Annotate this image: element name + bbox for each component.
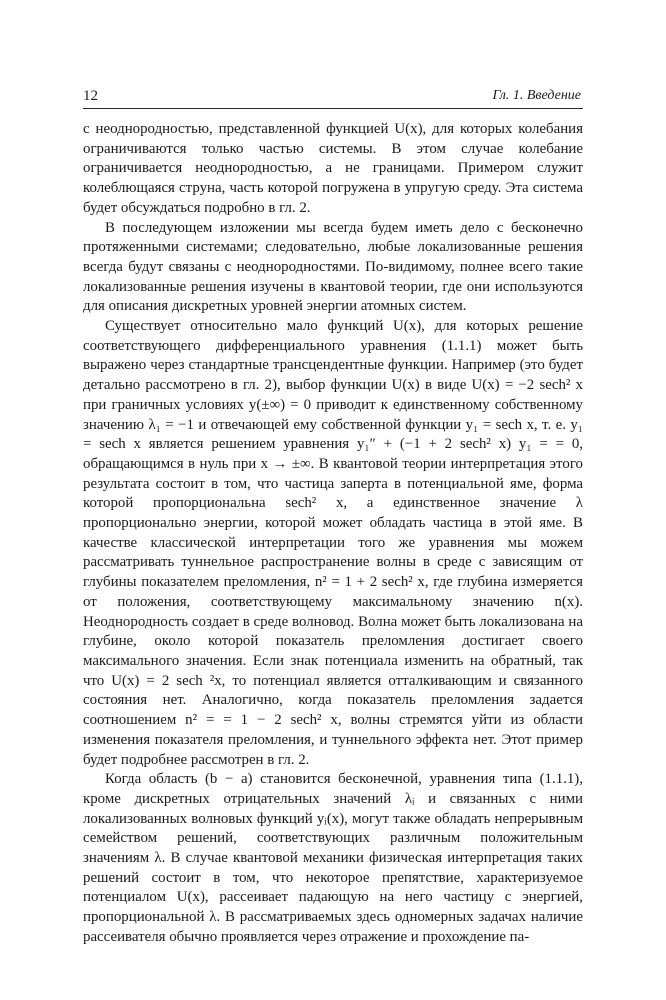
body-text (83, 120, 583, 948)
paragraph-localized-solutions: В последующем изложении мы всегда будем иметь дело с бесконечно протяженными системами; следовательно, любые локализованные решения всегда будут связаны с неоднородностями. По-видимому, полнее всего такие локализованные решения изучены в квантовой теории, где они используются для описания дискретных уровней энергии атомных систем. (83, 219, 583, 315)
chapter-title: Гл. 1. Введение (492, 88, 581, 103)
paragraph-continuation: с неоднородностью, представленной функцией U(x), для которых колебания ограничиваются только частью системы. В этом случае колебание ограничивается неоднородностью, а не границами. Примером служит колеблющаяся струна, часть которой погружена в упругую среду. Эта система будет обсуждаться подробно в гл. 2. (83, 121, 583, 216)
paragraph-sech-potential: Существует относительно мало функций U(x), для которых решение соответствующего дифференциального уравнения (1.1.1) может быть выражено через стандартные трансцендентные функции. Например (это будет детально рассмотрено в гл. 2), выбор функции U(x) в виде U(x) = −2 sech² x при граничных условиях y(±∞) = 0 приводит к единственному собственному значению λ₁ = −1 и отвечающей ему собственной функции y₁ = sech x, т. е. y₁ = sech x является решением уравнения y₁″ + (−1 + 2 sech² x) y₁ = = 0, обращающимся в нуль при x → ±∞. В квантовой теории интерпретация этого результата состоит в том, что частица заперта в потенциальной яме, форма которой пропорциональна sech² x, а единственное значение λ пропорционально энергии, которой может обладать частица в этой яме. В качестве классической интерпретации того же уравнения мы можем рассматривать туннельное распространение волны в среде с зависящим от глубины показателем преломления, n² = 1 + 2 sech² x, где глубина измеряется от положения, соответствующему максимальному значению n(x). Неоднородность создает в среде волновод. Волна может быть локализована на глубине, около которой показатель преломления достигает своего максимального значения. Если знак потенциала изменить на обратный, так что U(x) = 2 sech ²x, то потенциал является отталкивающим и связанного состояния нет. Аналогично, когда показатель преломления задается соотношением n² = = 1 − 2 sech² x, волны стремятся уйти из области изменения показателя преломления, и туннельного эффекта нет. Этот пример будет подробнее рассмотрен в гл. 2. (83, 318, 583, 768)
paragraph-continuous-spectrum: Когда область (b − a) становится бесконечной, уравнения типа (1.1.1), кроме дискретных отрицательных значений λᵢ и связанных с ними локализованных волновых функций yᵢ(x), могут также обладать непрерывным семейством решений, соответствующих различным положительным значениям λ. В случае квантовой механики физическая интерпретация таких решений состоит в том, что некоторое препятствие, характеризуемое потенциалом U(x), рассеивает падающую на него частицу с энергией, пропорциональной λ. В рассматриваемых здесь одномерных задачах наличие рассеивателя обычно проявляется через отражение и прохождение па- (83, 771, 583, 945)
page-number: 12 (83, 88, 98, 104)
running-header (83, 86, 583, 109)
